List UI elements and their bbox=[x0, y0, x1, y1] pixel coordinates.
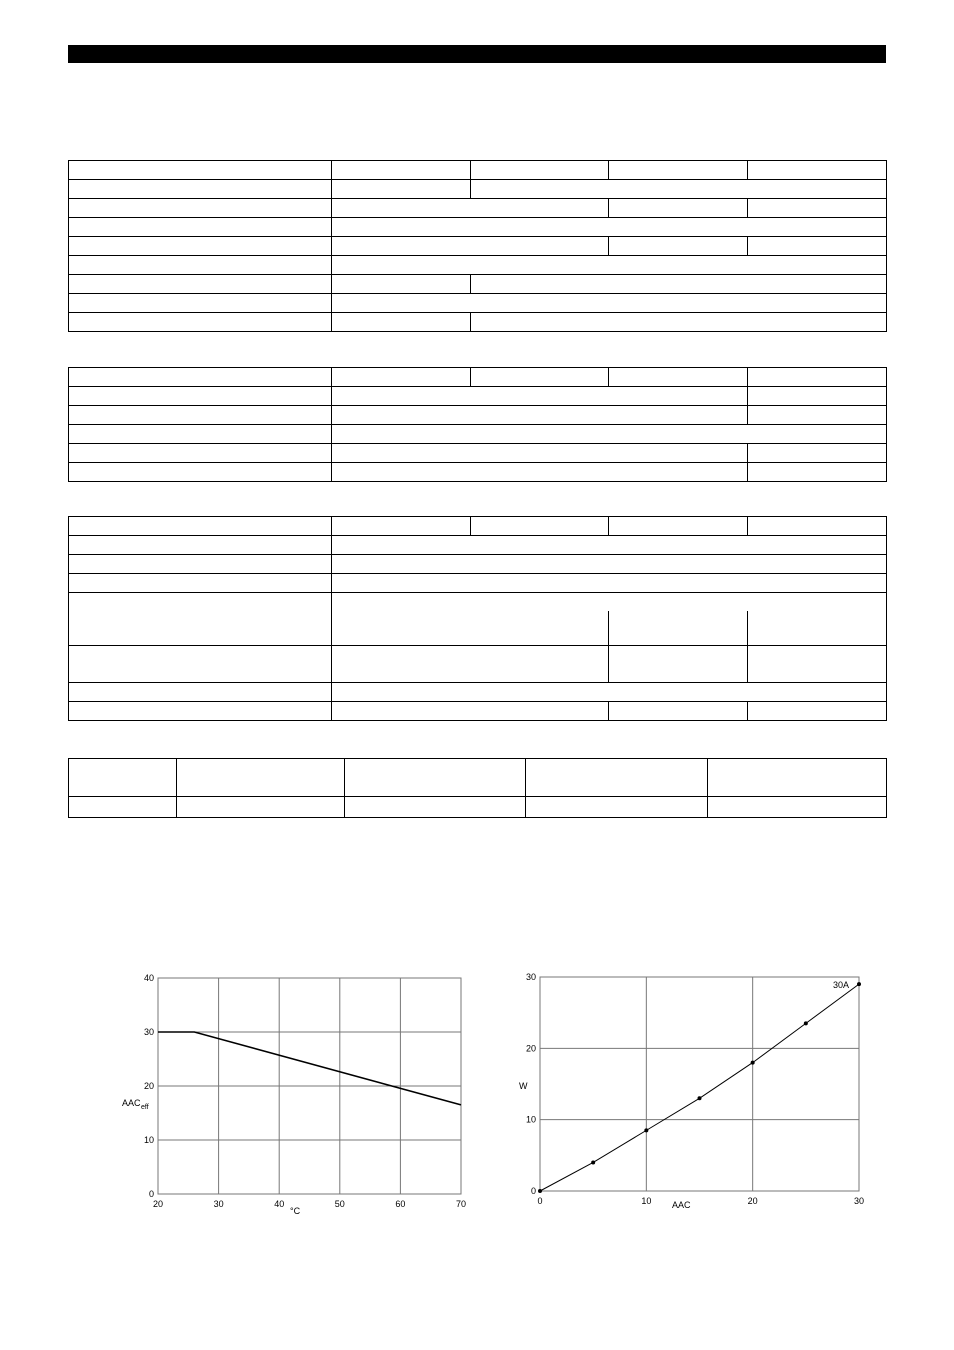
table-row bbox=[69, 797, 887, 818]
table-row bbox=[69, 759, 887, 797]
plot-frame bbox=[540, 977, 859, 1191]
y-tick-label: 20 bbox=[143, 1081, 154, 1091]
series-annotation: 30A bbox=[833, 980, 850, 990]
y-axis-label: AAC bbox=[122, 1098, 141, 1108]
table-row bbox=[69, 646, 887, 683]
table-row bbox=[69, 161, 887, 180]
table-row bbox=[69, 425, 887, 444]
x-axis-label: °C bbox=[290, 1206, 301, 1216]
data-point bbox=[591, 1160, 595, 1164]
table-row bbox=[69, 536, 887, 555]
table-row bbox=[69, 237, 887, 256]
data-point bbox=[698, 1096, 702, 1100]
y-axis-label-sub: eff bbox=[141, 1104, 149, 1111]
table-row bbox=[69, 444, 887, 463]
series-line bbox=[540, 984, 859, 1191]
title-bar bbox=[68, 45, 886, 63]
table-row bbox=[69, 387, 887, 406]
x-tick-label: 60 bbox=[395, 1199, 406, 1209]
y-tick-label: 10 bbox=[525, 1114, 536, 1125]
y-tick-label: 10 bbox=[143, 1135, 154, 1145]
plot-frame bbox=[158, 978, 461, 1194]
table-row bbox=[69, 683, 887, 702]
x-tick-label: 0 bbox=[537, 1196, 543, 1206]
table-row bbox=[69, 294, 887, 313]
table-row bbox=[69, 406, 887, 425]
spec-table-3 bbox=[68, 516, 887, 721]
y-tick-label: 30 bbox=[143, 1027, 154, 1037]
table-row bbox=[69, 218, 887, 237]
x-tick-label: 50 bbox=[334, 1199, 345, 1209]
x-tick-label: 30 bbox=[853, 1196, 865, 1206]
spec-table-4 bbox=[68, 758, 887, 818]
table-row bbox=[69, 555, 887, 574]
table-row bbox=[69, 517, 887, 536]
series-line bbox=[158, 1032, 461, 1105]
cell-divider bbox=[747, 611, 748, 645]
table-row bbox=[69, 199, 887, 218]
data-point bbox=[644, 1128, 648, 1132]
y-tick-label: 0 bbox=[148, 1189, 154, 1199]
table-row bbox=[69, 574, 887, 593]
data-point bbox=[804, 1021, 808, 1025]
x-tick-label: 40 bbox=[274, 1199, 285, 1209]
table-row bbox=[69, 313, 887, 332]
table-row bbox=[69, 702, 887, 721]
table-row bbox=[69, 463, 887, 482]
table-row bbox=[69, 368, 887, 387]
data-point bbox=[751, 1061, 755, 1065]
table-row bbox=[69, 256, 887, 275]
x-axis-label: AAC bbox=[672, 1200, 691, 1210]
table-row bbox=[69, 180, 887, 199]
x-tick-label: 30 bbox=[213, 1199, 224, 1209]
x-tick-label: 70 bbox=[455, 1199, 467, 1209]
data-point bbox=[857, 982, 861, 986]
x-tick-label: 20 bbox=[747, 1196, 758, 1206]
spec-table-2 bbox=[68, 367, 887, 482]
data-point bbox=[538, 1189, 542, 1193]
y-tick-label: 0 bbox=[530, 1186, 536, 1196]
y-tick-label: 40 bbox=[143, 973, 154, 983]
cell-divider bbox=[608, 611, 609, 645]
y-tick-label: 20 bbox=[525, 1043, 536, 1054]
x-tick-label: 20 bbox=[152, 1199, 164, 1209]
table-row bbox=[69, 275, 887, 294]
spec-table-1 bbox=[68, 160, 887, 332]
y-axis-label: W bbox=[519, 1081, 528, 1091]
y-tick-label: 30 bbox=[525, 972, 536, 982]
table-row bbox=[69, 593, 887, 646]
x-tick-label: 10 bbox=[641, 1196, 652, 1206]
